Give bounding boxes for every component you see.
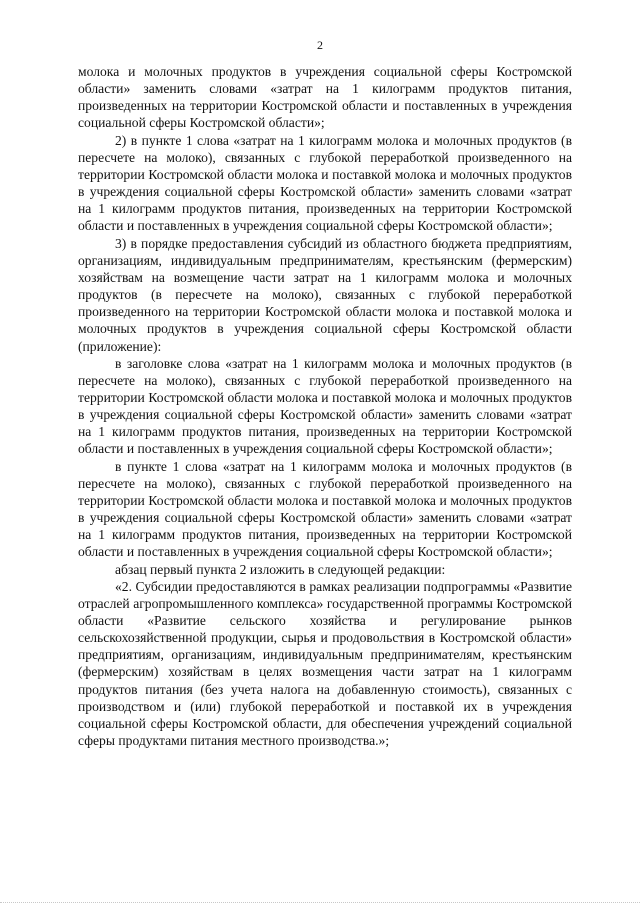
paragraph-point-2-intro: абзац первый пункта 2 изложить в следующей редакции:: [115, 561, 446, 577]
paragraph-continuation: молока и молочных продуктов в учреждения социальной сферы Костромской области» заменить словами «затрат на 1 килограмм продуктов питания, произведенных на территории Костромской области и поставленных в учреждения социальной сферы Костромской области»;: [78, 64, 572, 131]
paragraph-point-2-new-text: «2. Субсидии предоставляются в рамках реализации подпрограммы «Развитие отраслей агропромышленного комплекса» государственной программы Костромской области «Развитие сельского хозяйства и регулирование рынков сельскохозяйственной продукции, сырья и продовольствия в Костромской области» предприятиям, организациям, индивидуальным предпринимателям, крестьянским (фермерским) хозяйствам в целях возмещения части затрат на 1 килограмм продуктов питания (без учета налога на добавленную стоимость), связанных с производством и (или) глубокой переработкой и поставкой их в учреждения социальной сферы Костромской области, для обеспечения учреждений социальной сферы продуктами питания местного производства.»;: [78, 578, 572, 749]
page-number: 2: [317, 38, 323, 52]
paragraph-item-2: 2) в пункте 1 слова «затрат на 1 килограмм молока и молочных продуктов (в пересчете на молоко), связанных с глубокой переработкой произведенного на территории Костромской области молока и поставкой молока и молочных продуктов в учреждения социальной сферы Костромской области» заменить словами «затрат на 1 килограмм продуктов питания, произведенных на территории Костромской области и поставленных в учреждения социальной сферы Костромской области»;: [78, 132, 572, 234]
document-body: [78, 63, 572, 749]
paragraph-item-3: 3) в порядке предоставления субсидий из областного бюджета предприятиям, организациям, индивидуальным предпринимателям, крестьянским (фермерским) хозяйствам на возмещение части затрат на 1 килограмм молока и молочных продуктов (в пересчете на молоко), связанных с глубокой переработкой произведенного на территории Костромской области молока и поставкой молока и молочных продуктов в учреждения социальной сферы Костромской области (приложение):: [78, 235, 572, 354]
paragraph-title-amendment: в заголовке слова «затрат на 1 килограмм молока и молочных продуктов (в пересчете на молоко), связанных с глубокой переработкой произведенного на территории Костромской области молока и поставкой молока и молочных продуктов в учреждения социальной сферы Костромской области» заменить словами «затрат на 1 килограмм продуктов питания, произведенных на территории Костромской области и поставленных в учреждения социальной сферы Костромской области»;: [78, 355, 572, 457]
paragraph-point-1-amendment: в пункте 1 слова «затрат на 1 килограмм молока и молочных продуктов (в пересчете на молоко), связанных с глубокой переработкой произведенного на территории Костромской области молока и поставкой молока и молочных продуктов в учреждения социальной сферы Костромской области» заменить словами «затрат на 1 килограмм продуктов питания, произведенных на территории Костромской области и поставленных в учреждения социальной сферы Костромской области»;: [78, 458, 572, 560]
scan-edge-divider: [0, 900, 640, 903]
